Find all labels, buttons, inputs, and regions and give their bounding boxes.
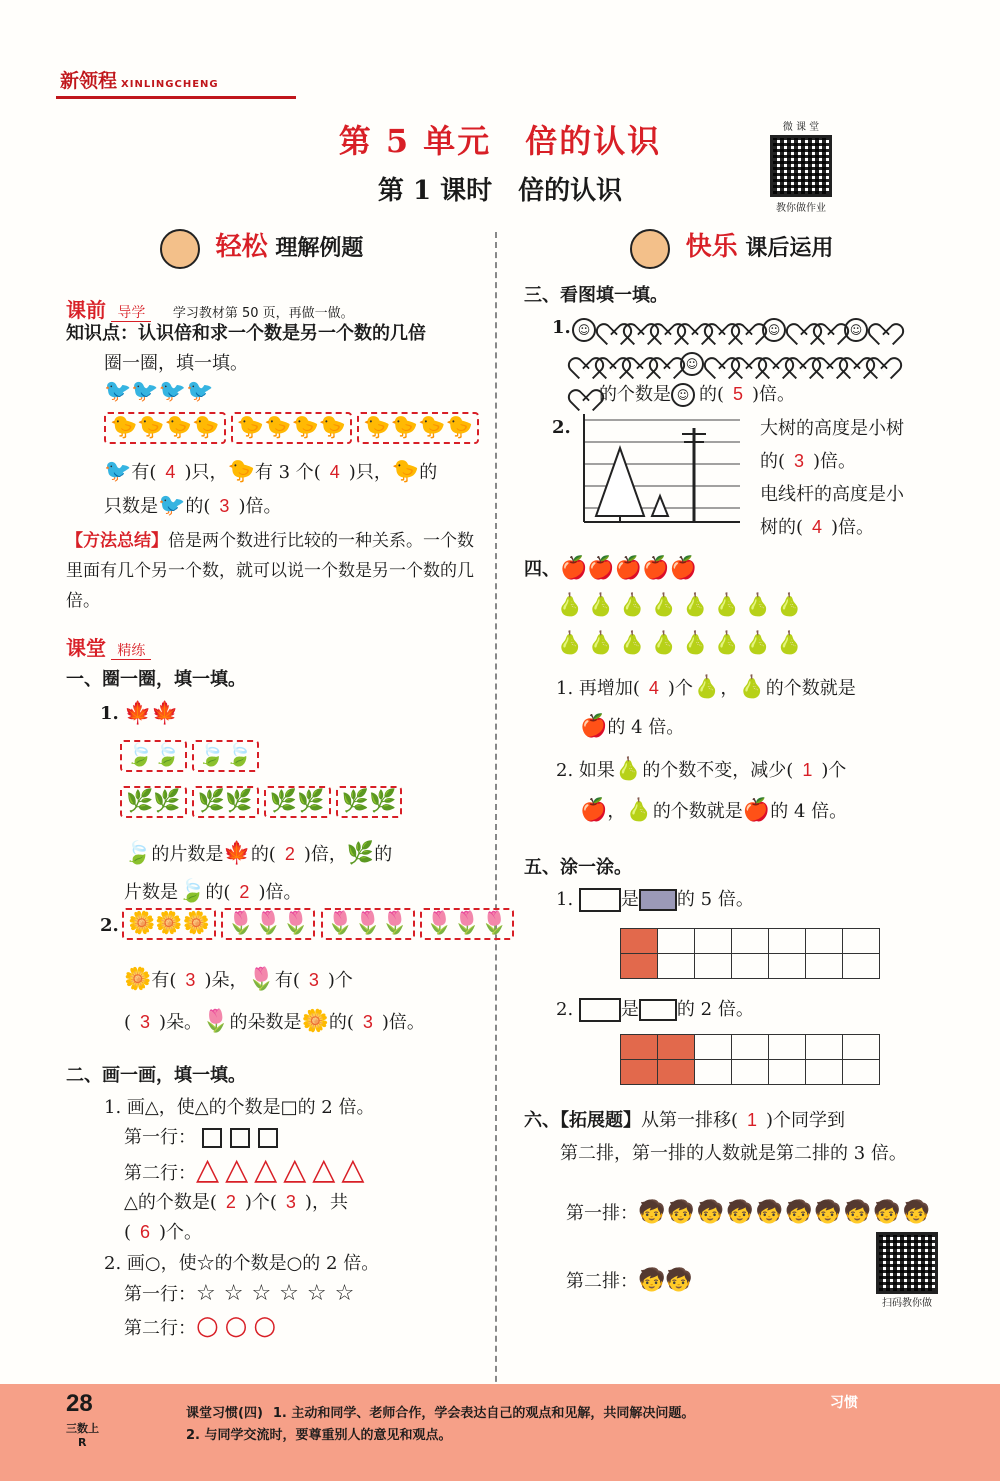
in-class-line bbox=[66, 632, 151, 661]
bird-icon: 🐦 bbox=[104, 459, 132, 484]
version-label: R bbox=[78, 1436, 87, 1449]
qr-code-icon[interactable] bbox=[876, 1232, 938, 1294]
grid-cell[interactable] bbox=[769, 954, 806, 979]
answer: 4 bbox=[329, 462, 340, 482]
hearts-row-2 bbox=[572, 346, 962, 376]
example-line-2: 只数是🐦的( 3 )倍。 bbox=[104, 493, 282, 518]
knowledge-point: 知识点：认识倍和求一个数是另一个数的几倍 bbox=[66, 323, 426, 344]
grid-cell-filled[interactable] bbox=[621, 954, 658, 979]
qr-block-top bbox=[768, 118, 834, 214]
s4-q1-line-1: 1. 再增加( 4 )个🍐，🍐的个数就是 bbox=[556, 675, 856, 700]
grid-cell[interactable] bbox=[658, 954, 695, 979]
pre-tag: 课前 bbox=[66, 298, 106, 322]
heart-icon bbox=[681, 312, 705, 334]
page-number: 28 bbox=[66, 1390, 93, 1417]
grid-cell[interactable] bbox=[658, 929, 695, 954]
heart-icon bbox=[843, 346, 867, 368]
grid-cell[interactable] bbox=[732, 954, 769, 979]
pear-icon: 🍐 bbox=[625, 798, 653, 823]
apple-icon: 🍎 bbox=[580, 798, 608, 823]
shaded-rect-icon bbox=[639, 889, 677, 911]
answer: 2 bbox=[225, 1192, 236, 1212]
method-title: 【方法总结】 bbox=[66, 531, 168, 551]
heart-icon bbox=[708, 346, 732, 368]
square-icon bbox=[230, 1128, 250, 1148]
grid-cell[interactable] bbox=[843, 1035, 880, 1060]
grid-cell[interactable] bbox=[769, 1060, 806, 1085]
leaf-icon: 🍃 bbox=[178, 879, 206, 904]
right-section-header bbox=[630, 226, 833, 269]
answer: 3 bbox=[219, 496, 230, 516]
leaf-group-box: 🍃🍃 bbox=[192, 740, 259, 772]
star-row: ☆☆☆☆☆☆ bbox=[196, 1281, 363, 1306]
grid-cell[interactable] bbox=[732, 1035, 769, 1060]
flower-icon: 🌼 bbox=[301, 1009, 329, 1034]
blank-rect-icon bbox=[579, 888, 621, 912]
s2-q1-line-2: ( 6 )个。 bbox=[124, 1218, 202, 1247]
grid-cell[interactable] bbox=[806, 1035, 843, 1060]
unit-title: 第 5 单元 倍的认识 bbox=[338, 122, 662, 160]
grid-cell-filled[interactable] bbox=[658, 1060, 695, 1085]
smiley-icon: ☺ bbox=[762, 318, 786, 342]
s3-q1-number: 1. bbox=[552, 317, 571, 338]
leaf-groups bbox=[120, 740, 259, 772]
apple-icon: 🍎 bbox=[580, 714, 608, 739]
class-tag: 课堂 bbox=[66, 636, 106, 660]
s2-q1-line-1: △的个数是( 2 )个( 3 )，共 bbox=[124, 1188, 348, 1217]
q2-number: 2. bbox=[100, 915, 119, 936]
kid-mascot-icon bbox=[630, 229, 670, 269]
tulip-group-box: 🌷🌷🌷 bbox=[221, 908, 315, 940]
grid-cell[interactable] bbox=[732, 1060, 769, 1085]
flower-icon: 🌼 bbox=[124, 967, 152, 992]
grid-cell[interactable] bbox=[843, 929, 880, 954]
leaf-icon: 🍃 bbox=[124, 841, 152, 866]
s3-q1-answer-line: 的个数是 ☺ 的( 5 )倍。 bbox=[572, 378, 795, 409]
qr-label-top: 微 课 堂 bbox=[782, 122, 820, 133]
blank-rect-icon bbox=[579, 998, 621, 1022]
class-sub: 精练 bbox=[111, 643, 151, 660]
heart-icon bbox=[870, 346, 894, 368]
leaf-group-box: 🍃🍃 bbox=[120, 740, 187, 772]
heart-icon bbox=[599, 346, 623, 368]
grade-label: 三数上 bbox=[66, 1422, 99, 1435]
left-section-header bbox=[160, 226, 363, 269]
bird-group-box: 🐤🐤🐤🐤 bbox=[231, 412, 353, 444]
small-tree-icon bbox=[652, 496, 668, 516]
heart-icon bbox=[600, 312, 624, 334]
pear-icon: 🍐🍐🍐🍐🍐🍐🍐🍐 bbox=[556, 631, 808, 656]
tulip-group-box: 🌷🌷🌷 bbox=[420, 908, 514, 940]
brand-underline bbox=[56, 96, 296, 99]
color-grid-1 bbox=[620, 928, 880, 979]
section-6-title: 六、【拓展题】 bbox=[524, 1110, 641, 1131]
answer: 6 bbox=[140, 1222, 151, 1242]
answer: 4 bbox=[165, 462, 176, 482]
bird-icon: 🐦 bbox=[158, 493, 186, 518]
s4-q1-line-2: 🍎的 4 倍。 bbox=[580, 714, 685, 739]
heart-icon bbox=[626, 346, 650, 368]
right-header-black: 课后运用 bbox=[745, 236, 834, 261]
habit-badge: 习惯 bbox=[830, 1395, 858, 1411]
flower-group-box: 🌼🌼🌼 bbox=[122, 908, 216, 940]
heart-icon bbox=[817, 312, 841, 334]
left-header-black: 理解例题 bbox=[275, 236, 364, 261]
qr-caption: 扫码教你做 bbox=[882, 1298, 932, 1309]
s2-q2-row-1: 第一行：☆☆☆☆☆☆ bbox=[124, 1281, 363, 1306]
chick-icon: 🐤 bbox=[391, 459, 420, 484]
answer: 4 bbox=[648, 678, 659, 698]
heart-icon bbox=[627, 312, 651, 334]
qr-label-bottom: 教你做作业 bbox=[776, 203, 826, 214]
brand-logo bbox=[60, 66, 219, 93]
habit-text-2: 2. 与同学交流时，要尊重别人的意见和观点。 bbox=[186, 1428, 452, 1443]
tulip-icon: 🌷 bbox=[247, 967, 275, 992]
apple-icon: 🍎 bbox=[742, 798, 771, 823]
heart-icon bbox=[790, 312, 814, 334]
s2-q1-row-1: 第一行： bbox=[124, 1124, 286, 1152]
kid-mascot-icon bbox=[160, 229, 200, 269]
s2-q1-row-2: 第二行：△△△△△△ bbox=[124, 1152, 371, 1187]
section-1-title: 一、圈一圈，填一填。 bbox=[66, 669, 246, 690]
section-5-title: 五、涂一涂。 bbox=[524, 857, 632, 878]
brand-pinyin: XINLINGCHENG bbox=[121, 79, 219, 90]
s5-q2-line: 2. 是 的 2 倍。 bbox=[556, 999, 754, 1020]
grid-cell[interactable] bbox=[843, 954, 880, 979]
answer: 3 bbox=[285, 1192, 296, 1212]
ginkgo-group-box: 🌿🌿 bbox=[264, 786, 331, 818]
pear-icon: 🍐 bbox=[738, 675, 766, 700]
pre-class-line bbox=[66, 294, 354, 323]
s2-q1-text: 1. 画△，使△的个数是□的 2 倍。 bbox=[104, 1097, 375, 1118]
heart-icon bbox=[789, 346, 813, 368]
s5-q1-line: 1. 是 的 5 倍。 bbox=[556, 889, 754, 910]
grid-cell[interactable] bbox=[695, 1060, 732, 1085]
children-row-icon: 🧒🧒🧒🧒🧒🧒🧒🧒🧒🧒 bbox=[638, 1200, 932, 1225]
grid-cell-filled[interactable] bbox=[621, 1035, 658, 1060]
pear-icon: 🍐 bbox=[614, 757, 643, 782]
section-2-title: 二、画一画，填一填。 bbox=[66, 1065, 246, 1086]
answer: 3 bbox=[308, 970, 319, 990]
s4-q2-line-2: 🍎，🍐的个数就是🍎的 4 倍。 bbox=[580, 798, 848, 823]
s6-row-2: 第二排：🧒🧒 bbox=[566, 1268, 693, 1293]
heart-icon bbox=[708, 312, 732, 334]
answer: 2 bbox=[284, 844, 295, 864]
smiley-icon: ☺ bbox=[844, 318, 868, 342]
grid-cell[interactable] bbox=[769, 1035, 806, 1060]
bird-circled-groups bbox=[104, 412, 479, 444]
pre-sub: 导学 bbox=[111, 305, 151, 322]
grid-cell[interactable] bbox=[695, 929, 732, 954]
pear-row-2 bbox=[556, 632, 807, 656]
heart-icon bbox=[735, 312, 759, 334]
s6-line-1: 六、【拓展题】从第一排移( 1 )个同学到 bbox=[524, 1106, 845, 1135]
s1-q1-line-2: 片数是🍃的( 2 )倍。 bbox=[124, 879, 302, 904]
answer: 1 bbox=[747, 1110, 758, 1130]
smiley-icon: ☺ bbox=[680, 352, 704, 376]
answer: 1 bbox=[802, 760, 813, 780]
grid-cell-filled[interactable] bbox=[621, 929, 658, 954]
grid-cell[interactable] bbox=[843, 1060, 880, 1085]
s1-q2-line-2: ( 3 )朵。🌷的朵数是🌼的( 3 )倍。 bbox=[124, 1009, 425, 1034]
grid-cell[interactable] bbox=[732, 929, 769, 954]
ginkgo-icon: 🌿 bbox=[346, 841, 375, 866]
circle-fill-instruction: 圈一圈，填一填。 bbox=[104, 353, 248, 374]
habit-text-1: 1. 主动和同学、老师合作，学会表达自己的观点和见解，共同解决问题。 bbox=[272, 1406, 695, 1421]
apple-row: 🍎🍎🍎🍎🍎 bbox=[560, 556, 697, 581]
maple-leaf-pair bbox=[124, 702, 179, 726]
grid-cell[interactable] bbox=[806, 1060, 843, 1085]
children-row-icon: 🧒🧒 bbox=[638, 1268, 693, 1293]
ginkgo-group-box: 🌿🌿 bbox=[120, 786, 187, 818]
chick-icon: 🐤 bbox=[227, 459, 255, 484]
grid-cell[interactable] bbox=[769, 929, 806, 954]
square-icon bbox=[202, 1128, 222, 1148]
answer: 3 bbox=[794, 451, 805, 471]
bird-icon: 🐦🐦🐦🐦 bbox=[104, 379, 214, 404]
heart-icon bbox=[816, 346, 840, 368]
blank-rect-icon bbox=[639, 999, 677, 1021]
ginkgo-groups bbox=[120, 786, 402, 818]
column-divider bbox=[495, 232, 497, 1412]
color-grid-2 bbox=[620, 1034, 880, 1085]
answer: 3 bbox=[362, 1012, 373, 1032]
habit-line-1 bbox=[186, 1402, 694, 1421]
right-header-red: 快乐 bbox=[685, 232, 738, 262]
heart-icon bbox=[762, 346, 786, 368]
answer: 2 bbox=[239, 882, 250, 902]
heart-icon bbox=[872, 312, 896, 334]
s6-row-1: 第一排：🧒🧒🧒🧒🧒🧒🧒🧒🧒🧒 bbox=[566, 1200, 932, 1225]
heart-icon bbox=[653, 346, 677, 368]
maple-leaf-icon: 🍁🍁 bbox=[124, 701, 179, 726]
method-summary bbox=[66, 526, 486, 616]
s6-line-2: 第二排，第一排的人数就是第二排的 3 倍。 bbox=[560, 1143, 907, 1164]
answer: 5 bbox=[733, 384, 744, 404]
bird-group-4 bbox=[104, 380, 214, 404]
smiley-icon: ☺ bbox=[572, 318, 596, 342]
method-text: 倍是两个数进行比较的一种关系。一个数里面有几个另一个数，就可以说一个数是另一个数的几倍。 bbox=[66, 531, 474, 611]
grid-cell[interactable] bbox=[806, 954, 843, 979]
grid-cell-filled[interactable] bbox=[621, 1060, 658, 1085]
s2-q2-row-2: 第二行：○○○ bbox=[124, 1311, 283, 1341]
grid-cell-filled[interactable] bbox=[658, 1035, 695, 1060]
tulip-group-box: 🌷🌷🌷 bbox=[321, 908, 415, 940]
smiley-icon: ☺ bbox=[671, 383, 695, 407]
heart-icon bbox=[572, 346, 596, 368]
section-4-title: 四、🍎🍎🍎🍎🍎 bbox=[524, 556, 697, 581]
pear-icon: 🍐🍐🍐🍐🍐🍐🍐🍐 bbox=[556, 593, 808, 618]
example-line-1: 🐦有( 4 )只，🐤有 3 个( 4 )只，🐤的 bbox=[104, 459, 438, 484]
bird-group-box: 🐤🐤🐤🐤 bbox=[357, 412, 479, 444]
answer: 3 bbox=[185, 970, 196, 990]
qr-block-bottom bbox=[872, 1232, 942, 1309]
square-icon bbox=[258, 1128, 278, 1148]
pre-text: 学习教材第 50 页，再做一做。 bbox=[172, 306, 354, 321]
q1-number: 1. bbox=[100, 703, 119, 724]
qr-code-icon[interactable] bbox=[770, 135, 832, 197]
section-3-title: 三、看图填一填。 bbox=[524, 285, 668, 306]
drawn-circles: ○○○ bbox=[196, 1311, 283, 1341]
tulip-icon: 🌷 bbox=[202, 1009, 230, 1034]
tree-pole-figure bbox=[582, 412, 742, 524]
s3-q2-number: 2. bbox=[552, 417, 571, 438]
heart-icon bbox=[654, 312, 678, 334]
heart-icon bbox=[572, 378, 596, 400]
bird-group-box: 🐤🐤🐤🐤 bbox=[104, 412, 226, 444]
hearts-row-1 bbox=[572, 312, 962, 342]
grid-cell[interactable] bbox=[695, 1035, 732, 1060]
answer: 3 bbox=[140, 1012, 151, 1032]
big-tree-icon bbox=[596, 448, 644, 516]
drawn-triangles: △△△△△△ bbox=[196, 1152, 371, 1187]
maple-leaf-icon: 🍁 bbox=[223, 841, 251, 866]
heart-icon bbox=[735, 346, 759, 368]
left-header-red: 轻松 bbox=[215, 232, 268, 262]
s3-q2-text: 大树的高度是小树 的( 3 )倍。 电线杆的高度是小 树的( 4 )倍。 bbox=[760, 412, 960, 544]
ginkgo-group-box: 🌿🌿 bbox=[336, 786, 403, 818]
habit-title: 课堂习惯(四) bbox=[186, 1406, 263, 1421]
grid-cell[interactable] bbox=[695, 954, 732, 979]
answer: 4 bbox=[812, 517, 823, 537]
pear-row-1 bbox=[556, 594, 807, 618]
lesson-title: 第 1 课时 倍的认识 bbox=[377, 176, 623, 206]
pear-icon: 🍐 bbox=[692, 675, 721, 700]
flower-groups bbox=[122, 908, 514, 940]
s1-q1-line-1: 🍃的片数是🍁的( 2 )倍，🌿的 bbox=[124, 841, 393, 866]
ginkgo-group-box: 🌿🌿 bbox=[192, 786, 259, 818]
s2-q2-text: 2. 画○，使☆的个数是○的 2 倍。 bbox=[104, 1253, 380, 1274]
brand-name: 新领程 bbox=[60, 70, 118, 92]
grid-cell[interactable] bbox=[806, 929, 843, 954]
s1-q2-line-1: 🌼有( 3 )朵，🌷有( 3 )个 bbox=[124, 967, 353, 992]
s4-q2-line-1: 2. 如果🍐的个数不变，减少( 1 )个 bbox=[556, 757, 847, 782]
